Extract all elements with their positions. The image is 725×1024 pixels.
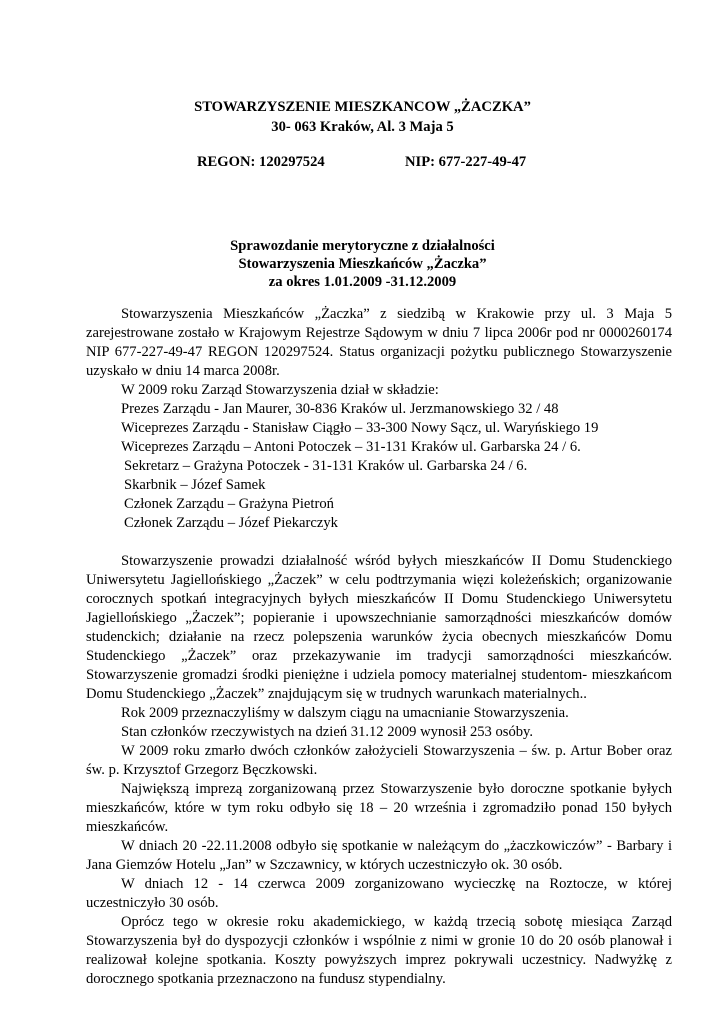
paragraph-line: Uniwersytetu Jagiellońskiego „Żaczek” w celu podtrzymania więzi koleżeńskich; organizowanie xyxy=(86,572,672,588)
paragraph-line: studenckich; działanie na rzecz polepszenia warunków życia obecnych mieszkańców Domu xyxy=(86,629,672,645)
paragraph-line: uczestniczyło 30 osób. xyxy=(86,895,219,911)
board-intro: W 2009 roku Zarząd Stowarzyszenia dział w składzie: xyxy=(121,382,439,398)
paragraph-line: Stowarzyszenia Mieszkańców „Żaczka” z siedzibą w Krakowie przy ul. 3 Maja 5 xyxy=(121,306,672,322)
org-address: 30- 063 Kraków, Al. 3 Maja 5 xyxy=(271,119,454,135)
paragraph-line: mieszkańców, które w tym roku odbyło się 18 – 20 września i zgromadziło ponad 150 byłych xyxy=(86,800,672,816)
paragraph-line: Stowarzyszenie gromadzi środki pieniężne i udziela pomocy materialnej studentom- mieszkańcom xyxy=(86,667,672,683)
paragraph-line: Stowarzyszenie prowadzi działalność wśród byłych mieszkańców II Domu Studenckiego xyxy=(121,553,672,569)
board-member: Skarbnik – Józef Samek xyxy=(124,477,266,493)
paragraph-line: W 2009 roku zmarło dwóch członków założycieli Stowarzyszenia – św. p. Artur Bober oraz xyxy=(121,743,672,759)
paragraph-line: św. p. Krzysztof Grzegorz Bęczkowski. xyxy=(86,762,318,778)
paragraph-line: corocznych spotkań integracyjnych byłych mieszkańców II Domu Studenckiego Uniwersytetu xyxy=(86,591,672,607)
paragraph-line: Oprócz tego w okresie roku akademickiego, w każdą trzecią sobotę miesiąca Zarząd xyxy=(121,914,672,930)
paragraph-line: NIP 677-227-49-47 REGON 120297524. Status organizacji pożytku publicznego Stowarzyszenie xyxy=(86,344,672,360)
org-name: STOWARZYSZENIE MIESZKANCOW „ŻACZKA” xyxy=(194,99,531,115)
paragraph-line: zarejestrowane zostało w Krajowym Rejestrze Sądowym w dniu 7 lipca 2006r pod nr 0000260174 xyxy=(86,325,672,341)
report-title-line1: Sprawozdanie merytoryczne z działalności xyxy=(230,238,495,254)
paragraph-line: Stan członków rzeczywistych na dzień 31.12 2009 wynosił 253 osóby. xyxy=(121,724,534,740)
board-member: Wiceprezes Zarządu - Stanisław Ciągło – 33-300 Nowy Sącz, ul. Waryńskiego 19 xyxy=(121,420,599,436)
board-member: Członek Zarządu – Grażyna Pietroń xyxy=(124,496,334,512)
paragraph-line: realizował kolejne spotkania. Koszty powyższych imprez pokrywali uczestnicy. Nadwyżkę z xyxy=(86,952,672,968)
paragraph-line: Największą imprezą zorganizowaną przez Stowarzyszenie było doroczne spotkanie byłych xyxy=(121,781,672,797)
paragraph-line: W dniach 20 -22.11.2008 odbyło się spotkanie w należącym do „żaczkowiczów” - Barbary i xyxy=(121,838,672,854)
paragraph-line: uzyskało w dniu 14 marca 2008r. xyxy=(86,363,280,379)
regon-number: REGON: 120297524 xyxy=(197,154,325,170)
paragraph-line: Jana Giemzów Hotelu „Jan” w Szczawnicy, w których uczestniczyło ok. 30 osób. xyxy=(86,857,563,873)
paragraph-line: Studenckiego „Żaczek” oraz przekazywanie im tradycji samorządności mieszkańców. xyxy=(86,648,672,664)
paragraph-line: W dniach 12 - 14 czerwca 2009 zorganizowano wycieczkę na Roztocze, w której xyxy=(121,876,672,892)
paragraph-line: Jagiellońskiego „Żaczek”; popieranie i upowszechnianie samorządności mieszkańców domów xyxy=(86,610,672,626)
report-title-line2: Stowarzyszenia Mieszkańców „Żaczka” xyxy=(238,256,487,272)
nip-number: NIP: 677-227-49-47 xyxy=(405,154,527,170)
paragraph-line: Rok 2009 przeznaczyliśmy w dalszym ciągu na umacnianie Stowarzyszenia. xyxy=(121,705,569,721)
board-member: Członek Zarządu – Józef Piekarczyk xyxy=(124,515,338,531)
paragraph-line: mieszkańców. xyxy=(86,819,169,835)
report-title-line3: za okres 1.01.2009 -31.12.2009 xyxy=(268,274,457,290)
paragraph-line: Stowarzyszenia był do dyspozycji członków i wspólnie z nimi w gronie 10 do 20 osób planował i xyxy=(86,933,672,949)
paragraph-line: dorocznego spotkania przeznaczono na fundusz stypendialny. xyxy=(86,971,446,987)
board-member: Prezes Zarządu - Jan Maurer, 30-836 Kraków ul. Jerzmanowskiego 32 / 48 xyxy=(121,401,559,417)
board-member: Wiceprezes Zarządu – Antoni Potoczek – 31-131 Kraków ul. Garbarska 24 / 6. xyxy=(121,439,581,455)
paragraph-line: Domu Studenckiego „Żaczek” znajdującym się w trudnych warunkach materialnych.. xyxy=(86,686,587,702)
board-member: Sekretarz – Grażyna Potoczek - 31-131 Kraków ul. Garbarska 24 / 6. xyxy=(124,458,528,474)
